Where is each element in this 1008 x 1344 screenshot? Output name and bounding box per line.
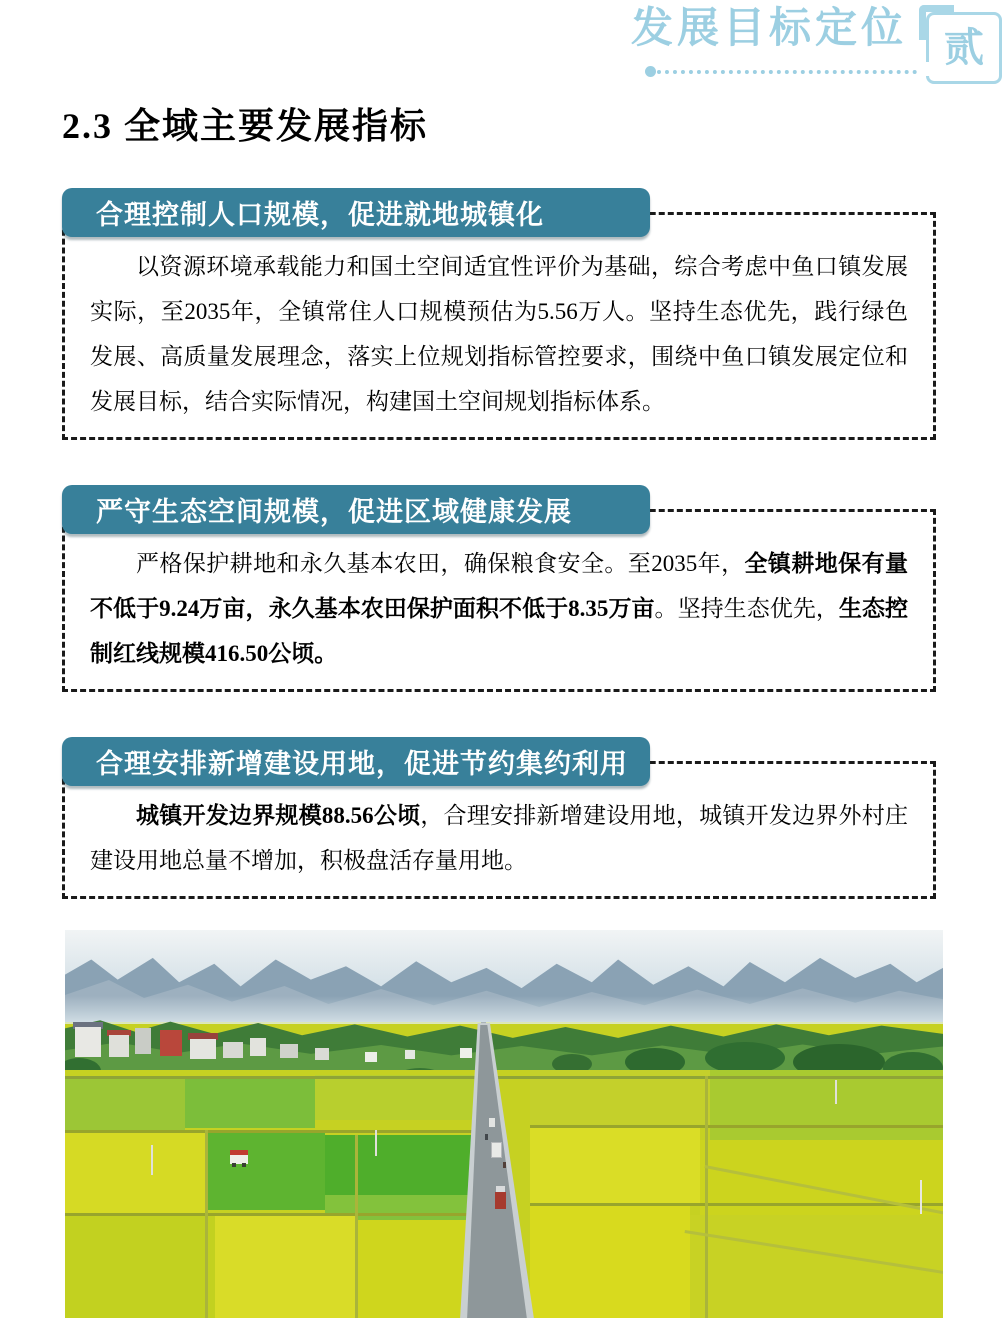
field-patch [710,1070,943,1140]
section-title: 2.3 全域主要发展指标 [62,106,429,146]
paragraph-population: 以资源环境承载能力和国土空间适宜性评价为基础，综合考虑中鱼口镇发展实际，至2035年，全镇常住人口规模预估为5.56万人。坚持生态优先，践行绿色发展、高质量发展理念，落实上位规划指标管控要求，围绕中鱼口镇发展定位和发展目标，结合实际情况，构建国土空间规划指标体系。 [90,254,908,414]
field-line [530,1203,943,1206]
banner-ecology-label: 严守生态空间规模，促进区域健康发展 [96,497,572,527]
field-line [65,1213,477,1216]
harvester-wheel [242,1163,246,1167]
building [250,1038,266,1056]
block-population [62,188,936,440]
building [160,1030,182,1056]
banner-construction-land [62,737,650,786]
field-patch [315,1075,475,1120]
rule-dot-icon [645,66,656,77]
field-line [205,1130,208,1318]
page-header [0,0,1008,100]
field-patch [65,1130,205,1215]
field-line [65,1076,943,1079]
chapter-title: 发展目标定位 [630,6,907,52]
field-patch [205,1130,325,1210]
field-patch [325,1135,475,1195]
banner-population-label: 合理控制人口规模，促进就地城镇化 [96,200,544,230]
paragraph-construction-land: 城镇开发边界规模88.56公顷，合理安排新增建设用地，城镇开发边界外村庄建设用地总量不增加，积极盘活存量用地。 [90,803,909,873]
building [280,1044,298,1058]
field-patch [215,1215,355,1318]
pole [920,1180,922,1214]
banner-construction-land-label: 合理安排新增建设用地，促进节约集约利用 [96,749,628,779]
pole [835,1080,837,1104]
banner-population [62,188,650,237]
chapter-number: 贰 [944,25,984,70]
truck-container [495,1192,506,1209]
building [405,1050,415,1059]
building [460,1048,472,1058]
person [503,1162,506,1168]
paragraph-ecology: 严格保护耕地和永久基本农田，确保粮食安全。至2035年，全镇耕地保有量不低于9.24万亩，永久基本农田保护面积不低于8.35万亩。坚持生态优先，生态控制红线规模416.50公顷。 [90,551,909,666]
field-patch [530,1205,690,1318]
haze [65,996,943,1024]
dashed-box-ecology [62,509,936,692]
harvester-wheel [232,1163,236,1167]
building [109,1035,129,1057]
field-line [530,1125,943,1128]
building [75,1027,101,1057]
field-line [355,1135,358,1318]
pole [151,1145,153,1175]
building [135,1028,151,1054]
field-patch [355,1220,475,1318]
truck [491,1142,502,1158]
field-patch [185,1078,315,1128]
field-patch [530,1125,700,1205]
banner-ecology [62,485,650,534]
building [190,1039,216,1059]
building [315,1048,329,1060]
dotted-rule [649,58,917,74]
farmland-photo [65,930,943,1318]
building [365,1052,377,1062]
dashed-box-population [62,212,936,440]
field-line [705,1076,708,1318]
pole [375,1130,377,1156]
person [485,1134,488,1140]
field-line [65,1130,475,1133]
truck [489,1118,495,1127]
chapter-number-badge [926,12,1002,84]
block-ecology [62,485,936,692]
field-patch [65,1078,185,1133]
building [223,1042,243,1058]
field-patch [65,1215,215,1318]
content-blocks [62,188,936,899]
block-construction-land [62,737,936,899]
